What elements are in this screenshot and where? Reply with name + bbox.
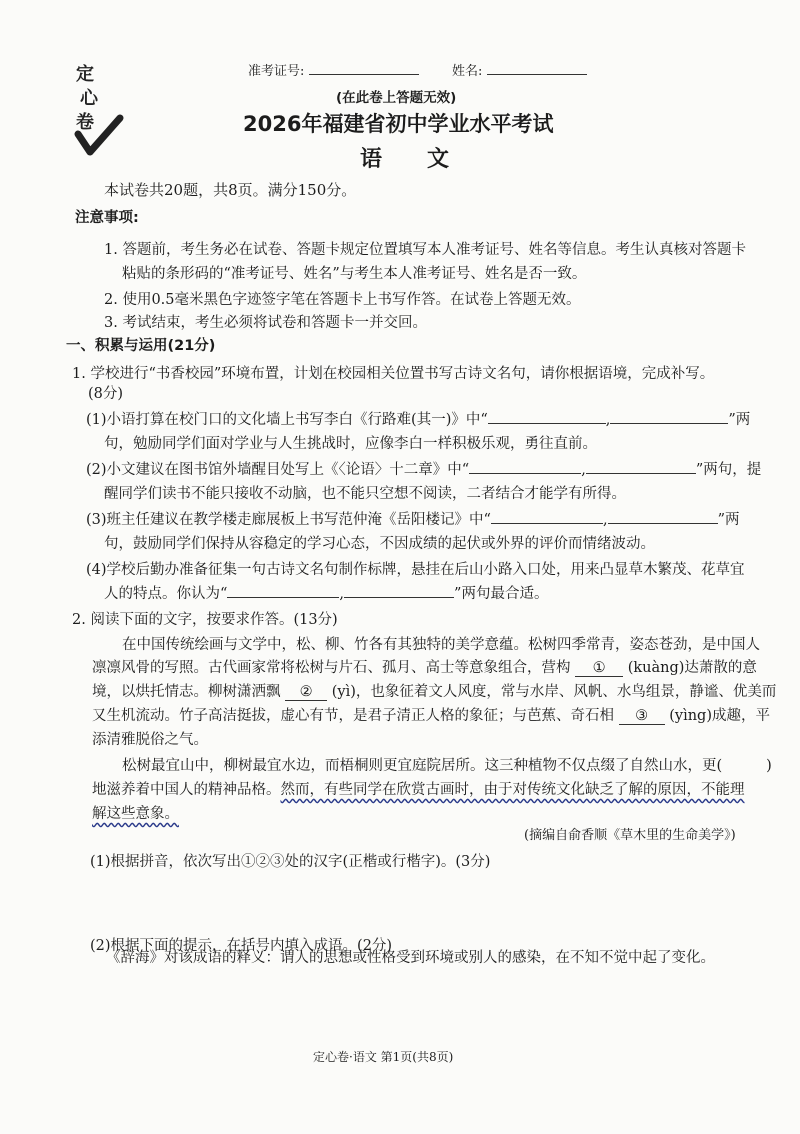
question-1-4: (4)学校后勤办准备征集一句古诗文名句制作标牌，悬挂在后山小路入口处，用来凸显草木繁茂、花草宜: [86, 562, 745, 578]
passage-text: (yì)，也象征着文人风度，常与水岸、风帆、水鸟组景，静谧、优美而: [331, 684, 777, 700]
faulty-sentence: 然而，有些同学在欣赏古画时，由于对传统文化缺乏了解的原因，不能理: [280, 782, 745, 798]
blank-mark-1: ①: [575, 660, 623, 677]
passage-text: (kuàng)达萧散的意: [627, 660, 757, 676]
exam-number-blank: [309, 60, 419, 75]
comma: ,: [605, 412, 611, 428]
passage-text: 地滋养着中国人的精神品格。: [92, 782, 281, 798]
question-1-4-cont: [104, 582, 548, 603]
name-label: 姓名:: [452, 64, 483, 79]
question-1-2: [86, 458, 761, 479]
comma: ,: [581, 462, 586, 478]
answer-blank: [586, 459, 696, 474]
passage-line: [122, 754, 772, 775]
question-1-3-cont: 句，鼓励同学们保持从容稳定的学习心态，不因成绩的起伏或外界的评价而情绪波动。: [104, 536, 655, 552]
blank-mark-2: ②: [285, 684, 327, 701]
question-1-2-end: ”两句，提: [695, 462, 762, 478]
name-blank: [487, 60, 587, 75]
question-2-1: (1)根据拼音，依次写出①②③处的汉字(正楷或行楷字)。(3分): [90, 854, 491, 870]
subject-char-1: 语: [360, 147, 383, 172]
passage-text: 凛凛风骨的写照。古代画家常将松树与片石、孤月、高士等意象组合，营构: [92, 660, 571, 676]
question-1-3: [86, 508, 739, 529]
answer-blank: [469, 459, 581, 474]
note-item-1-cont: 粘贴的条形码的“准考证号、姓名”与考生本人准考证号、姓名是否一致。: [122, 266, 587, 282]
question-1-3-end: ”两: [717, 512, 740, 528]
note-item-2: 2. 使用0.5毫米黑色字迹签字笔在答题卡上书写作答。在试卷上答题无效。: [104, 292, 581, 308]
question-2-2: (2)根据下面的提示，在括号内填入成语。(2分): [90, 938, 393, 954]
exam-intro: 本试卷共20题，共8页。满分150分。: [104, 181, 357, 199]
answer-blank: [227, 583, 339, 598]
question-1-2-cont: 醒同学们读书不能只接收不动脑，也不能只空想不阅读，二者结合才能学有所得。: [104, 486, 626, 502]
passage-text: 松树最宜山中，柳树最宜水边，而梧桐则更宜庭院居所。这三种植物不仅点缀了自然山水，更(: [122, 758, 723, 774]
question-1-4-end: ”两句最合适。: [454, 586, 549, 602]
exam-number-label: 准考证号:: [248, 64, 305, 79]
passage-text: 境，以烘托情志。柳树潇洒飘: [92, 684, 281, 700]
passage-line: [92, 656, 757, 677]
passage-line: [92, 778, 745, 799]
notes-heading: 注意事项:: [75, 210, 139, 226]
page-footer: 定心卷·语文 第1页(共8页): [313, 1050, 454, 1064]
answer-blank: [488, 409, 606, 424]
passage-text: (yìng)成趣，平: [669, 708, 770, 724]
seal-char: 定: [76, 64, 94, 85]
exam-title: 2026年福建省初中学业水平考试: [243, 112, 554, 136]
question-1-3-text: (3)班主任建议在教学楼走廊展板上书写范仲淹《岳阳楼记》中“: [86, 512, 491, 528]
passage-line: [92, 680, 776, 701]
note-item-1: 1. 答题前，考生务必在试卷、答题卡规定位置填写本人准考证号、姓名等信息。考生认真核对答题卡: [104, 242, 746, 258]
question-1-score: (8分): [88, 386, 124, 402]
question-1-1-end: ”两: [728, 412, 751, 428]
blank-mark-3: ③: [619, 708, 665, 725]
answer-notice: (在此卷上答题无效): [336, 90, 457, 106]
answer-blank: [610, 409, 728, 424]
question-1: 1. 学校进行“书香校园”环境布置，计划在校园相关位置书写古诗文名句，请你根据语境，完成补写。: [72, 366, 715, 382]
subject-char-2: 文: [427, 147, 450, 172]
question-1-1-cont: 句，勉励同学们面对学业与人生挑战时，应像李白一样积极乐观，勇往直前。: [104, 436, 597, 452]
note-item-3: 3. 考试结束，考生必须将试卷和答题卡一并交回。: [104, 315, 427, 331]
question-2: 2. 阅读下面的文字，按要求作答。(13分): [72, 612, 338, 628]
question-2-2-hint: 《辞海》对该成语的释义：谓人的思想或性格受到环境或别人的感染，在不知不觉中起了变化。: [106, 950, 715, 966]
passage-line: [92, 704, 770, 725]
question-1-1-text: (1)小语打算在校门口的文化墙上书写李白《行路难(其一)》中“: [86, 412, 488, 428]
check-mark-icon: [62, 60, 126, 170]
question-1-4-text: 人的特点。你认为“: [104, 586, 228, 602]
exam-number-field: [248, 60, 419, 79]
answer-blank: [344, 583, 454, 598]
passage-line: [92, 802, 179, 823]
passage-line: 添清雅脱俗之气。: [92, 732, 208, 748]
question-1-1: [86, 408, 750, 429]
section-1-heading: 一、积累与运用(21分): [66, 338, 216, 354]
passage-text: 又生机流动。竹子高洁挺拔，虚心有节，是君子清正人格的象征；与芭蕉、奇石相: [92, 708, 614, 724]
answer-blank: [491, 509, 603, 524]
seal-char: 卷: [76, 112, 94, 133]
seal-logo: [62, 60, 126, 170]
question-1-2-text: (2)小文建议在图书馆外墙醒目处写上《〈论语〉十二章》中“: [86, 462, 470, 478]
passage-source: (摘编自俞香顺《草木里的生命美学》): [524, 828, 736, 843]
faulty-sentence: 解这些意象。: [92, 806, 179, 822]
comma: ,: [602, 512, 608, 528]
comma: ,: [339, 586, 345, 602]
passage-line: 在中国传统绘画与文学中，松、柳、竹各有其独特的美学意蕴。松树四季常青，姿态苍劲，是中国人: [122, 637, 760, 653]
answer-blank: [608, 509, 718, 524]
name-field: [452, 60, 587, 79]
passage-text: ): [766, 758, 772, 774]
seal-char: 心: [80, 88, 98, 109]
